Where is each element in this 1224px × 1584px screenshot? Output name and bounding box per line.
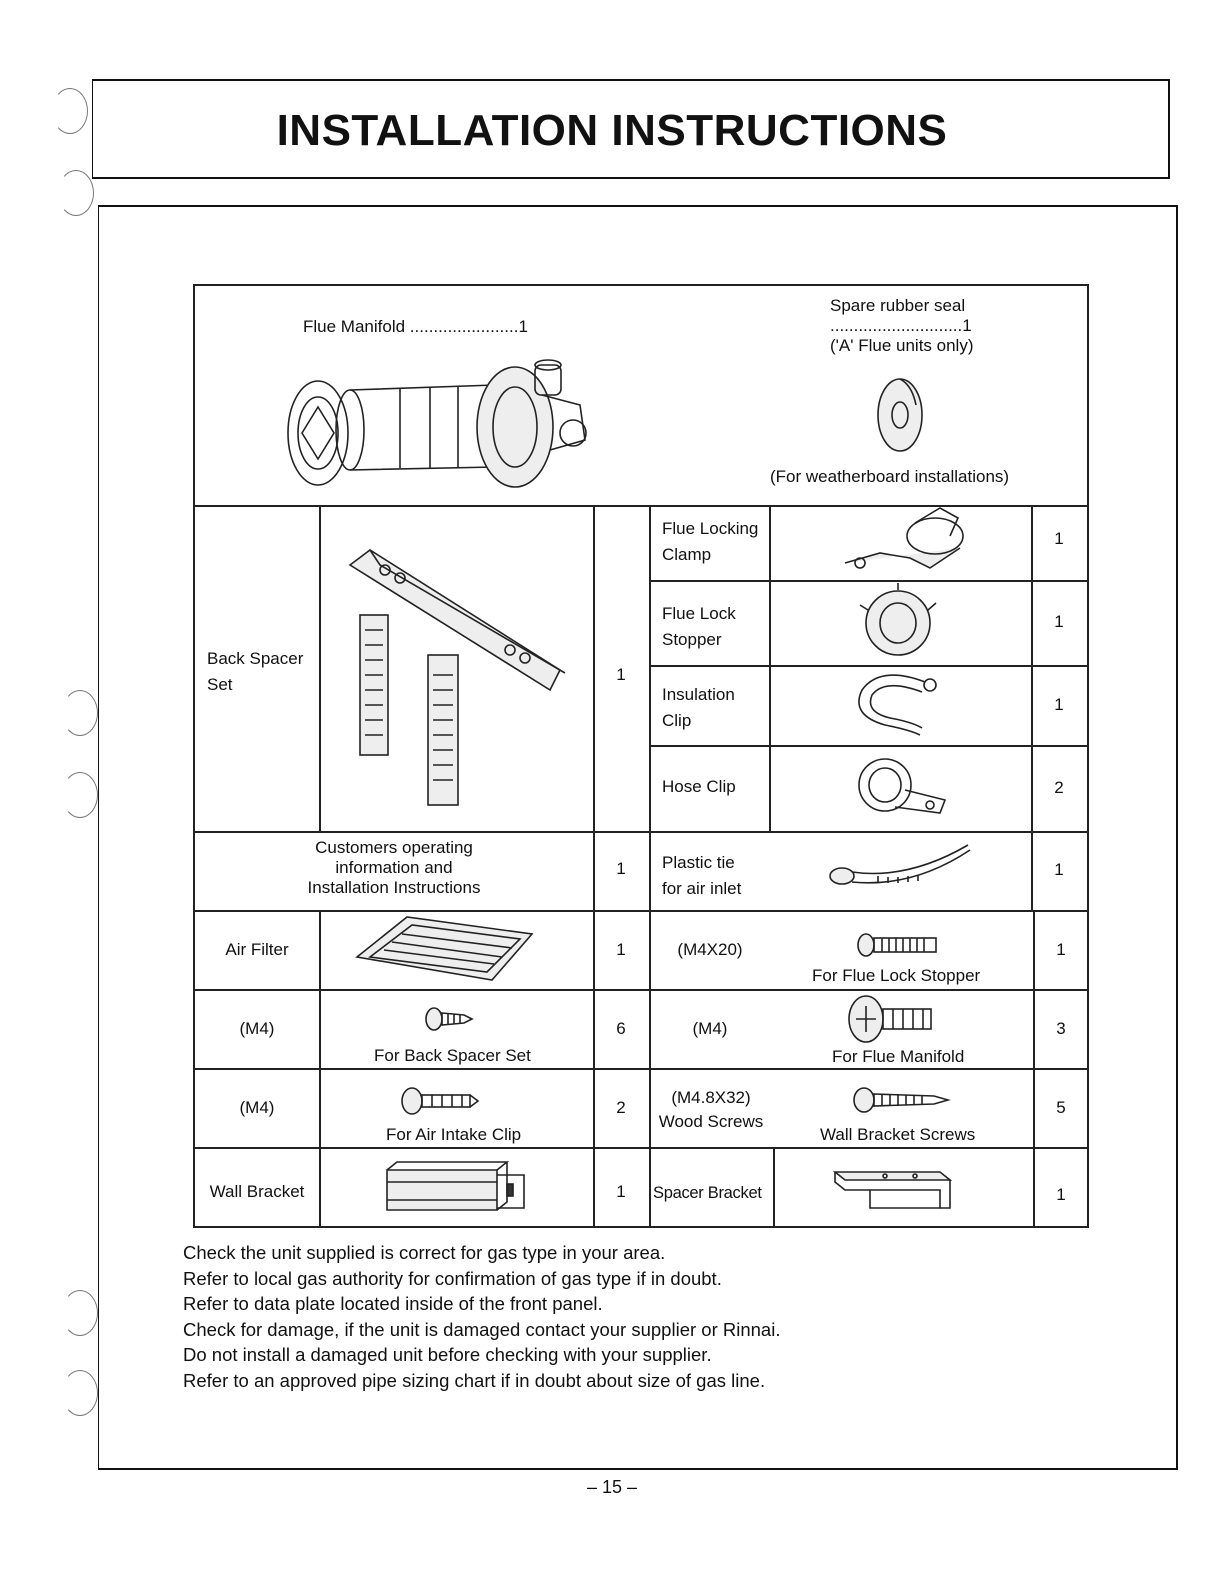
m4-spacer-label: (M4) <box>239 1019 275 1038</box>
wood-screw-icon <box>852 1086 952 1114</box>
insulation-clip-label: Insulation Clip <box>662 685 735 730</box>
note-line: Refer to an approved pipe sizing chart if in doubt about size of gas line. <box>183 1369 766 1391</box>
rubber-seal-icon <box>872 375 932 455</box>
screw-m4-intake-icon <box>400 1086 480 1116</box>
spacer-bracket-label: Spacer Bracket <box>653 1184 762 1202</box>
plastic-tie-icon <box>828 840 978 890</box>
punch-hole <box>62 1290 98 1336</box>
spacer-bracket-icon <box>830 1164 956 1214</box>
wall-bracket-label: Wall Bracket <box>209 1182 305 1201</box>
note-line: Check the unit supplied is correct for gas type in your area. <box>183 1242 666 1263</box>
customers-info-label: Customers operating information and Installation Instructions <box>307 838 481 897</box>
hose-clip-icon <box>855 755 955 825</box>
spare-seal-label: Spare rubber seal <box>830 296 966 315</box>
air-filter-icon <box>352 912 542 984</box>
screw-m4x20-icon <box>856 932 941 958</box>
insulation-clip-icon <box>850 670 940 742</box>
spare-seal-caption: (For weatherboard installations) <box>770 467 1010 486</box>
notes-list <box>183 1240 780 1393</box>
back-spacer-label: Back Spacer Set <box>207 649 304 694</box>
punch-hole <box>58 170 94 216</box>
air-filter-qty: 1 <box>616 940 626 959</box>
flue-manifold-icon <box>280 345 600 495</box>
m4x20-qty: 1 <box>1056 940 1066 959</box>
wood-screws-label: (M4.8X32) Wood Screws <box>658 1088 764 1131</box>
flue-locking-clamp-icon <box>840 508 970 578</box>
wall-bracket-icon <box>382 1160 532 1216</box>
m4-spacer-qty: 6 <box>616 1019 626 1038</box>
back-spacer-set-icon <box>340 545 570 815</box>
flue-lock-stopper-icon <box>858 585 938 660</box>
flue-lock-stopper-label: Flue Lock Stopper <box>662 604 736 649</box>
spare-seal-note: ('A' Flue units only) <box>830 336 974 355</box>
flue-lock-stopper-qty: 1 <box>1054 612 1064 631</box>
m4-intake-caption: For Air Intake Clip <box>386 1125 522 1144</box>
plastic-tie-qty: 1 <box>1054 860 1064 879</box>
m4x20-label: (M4X20) <box>677 940 743 959</box>
spacer-bracket-qty: 1 <box>1056 1185 1066 1204</box>
page-title: INSTALLATION INSTRUCTIONS <box>276 106 948 155</box>
flue-locking-clamp-qty: 1 <box>1054 529 1064 548</box>
customers-info-qty: 1 <box>616 859 626 878</box>
m4-spacer-caption: For Back Spacer Set <box>374 1046 531 1065</box>
punch-hole <box>62 772 98 818</box>
m4x20-caption: For Flue Lock Stopper <box>812 966 981 985</box>
flue-locking-clamp-label: Flue Locking Clamp <box>662 519 759 564</box>
spare-seal-qty: ............................1 <box>830 316 972 335</box>
plastic-tie-label: Plastic tie for air inlet <box>662 853 742 898</box>
back-spacer-qty: 1 <box>616 665 626 684</box>
m4-intake-label: (M4) <box>239 1098 275 1117</box>
punch-hole <box>62 690 98 736</box>
hose-clip-qty: 2 <box>1054 778 1064 797</box>
wood-screws-qty: 5 <box>1056 1098 1066 1117</box>
m4-intake-qty: 2 <box>616 1098 626 1117</box>
note-line: Refer to data plate located inside of the front panel. <box>183 1293 603 1314</box>
note-line: Check for damage, if the unit is damaged contact your supplier or Rinnai. <box>183 1318 781 1340</box>
punch-hole <box>62 1370 98 1416</box>
air-filter-label: Air Filter <box>225 940 289 959</box>
screw-m4-manifold-icon <box>846 994 936 1044</box>
m4-manifold-label: (M4) <box>692 1019 728 1038</box>
note-line: Do not install a damaged unit before checking with your supplier. <box>183 1344 712 1365</box>
flue-manifold-label: Flue Manifold .......................1 <box>303 317 528 336</box>
wall-bracket-qty: 1 <box>616 1182 626 1201</box>
page-number: – 15 – <box>586 1477 638 1497</box>
note-line: Refer to local gas authority for confirmation of gas type if in doubt. <box>183 1267 722 1289</box>
m4-manifold-caption: For Flue Manifold <box>832 1047 965 1066</box>
screw-m4-spacer-icon <box>424 1006 474 1032</box>
m4-manifold-qty: 3 <box>1056 1019 1066 1038</box>
wood-screws-caption: Wall Bracket Screws <box>820 1125 976 1144</box>
insulation-clip-qty: 1 <box>1054 695 1064 714</box>
hose-clip-label: Hose Clip <box>662 777 736 796</box>
